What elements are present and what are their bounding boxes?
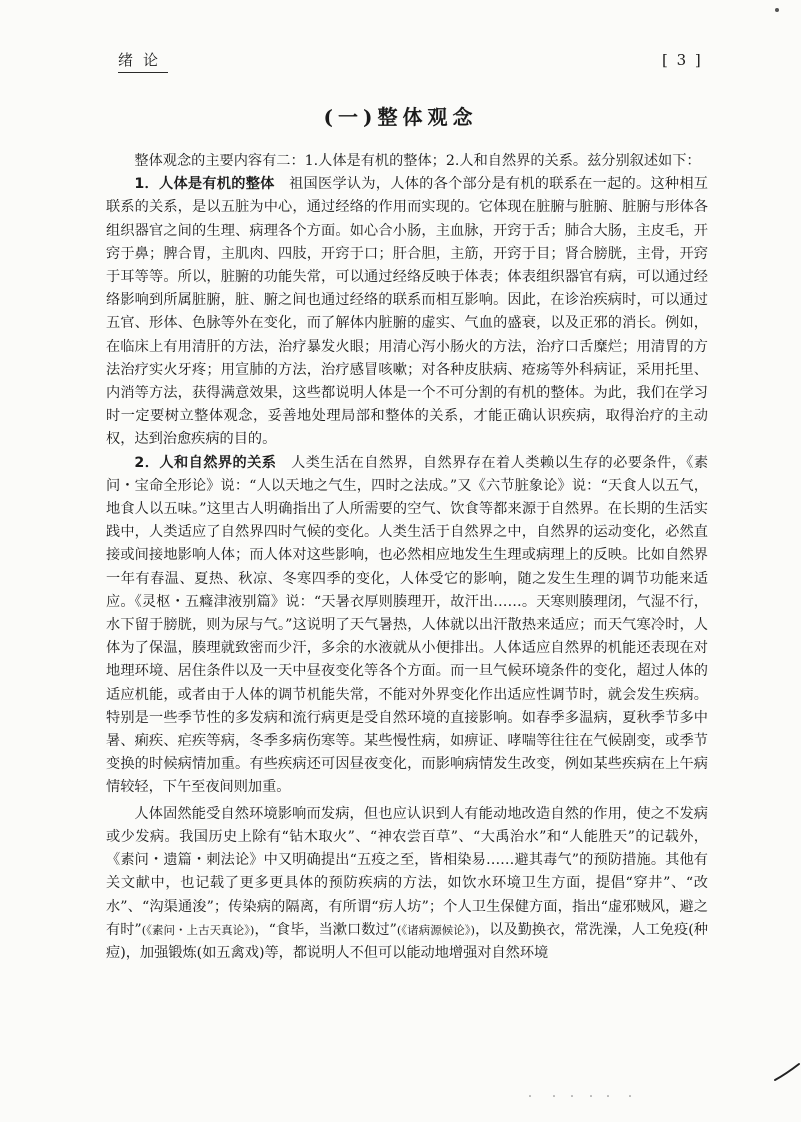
- body-text: [106, 150, 708, 965]
- paragraph-text: 人体固然能受自然环境影响而发病，但也应认识到人有能动地改造自然的作用，使之不发病或少发病。我国历史上除有“钻木取火”、“神农尝百草”、“大禹治水”和“人能胜天”的记载外，《素问・遗篇・刺法论》中又明确提出“五疫之至，皆相染易……避其毒气”的预防措施。其他有关文献中，也记载了更多更具体的预防疾病的方法，如饮水环境卫生方面，提倡“穿井”、“改水”、“沟渠通浚”；传染病的隔离，有所谓“疠人坊”；个人卫生保健方面，指出“虚邪贼风，避之有时”: [106, 805, 708, 938]
- paragraph-prevention: [106, 803, 708, 965]
- paragraph-text: ，“食毕，当漱口数过”: [254, 921, 397, 938]
- intro-paragraph: [106, 150, 708, 173]
- pen-mark: [772, 1060, 801, 1082]
- intro-text: 整体观念的主要内容有二：1.人体是有机的整体；2.人和自然界的关系。兹分别叙述如下：: [134, 153, 701, 169]
- paragraph-text: 祖国医学认为，人体的各个部分是有机的联系在一起的。这种相互联系的关系，是以五脏为中心，通过经络的作用而实现的。它体现在脏腑与脏腑、脏腑与形体各组织器官之间的生理、病理各个方面。如心合小肠，主血脉，开窍于舌；肺合大肠，主皮毛，开窍于鼻；脾合胃，主肌肉、四肢，开窍于口；肝合胆，主筋，开窍于目；肾合膀胱，主骨，开窍于耳等等。所以，脏腑的功能失常，可以通过经络反映于体表；体表组织器官有病，可以通过经络影响到所属脏腑，脏、腑之间也通过经络的联系而相互影响。因此，在诊治疾病时，可以通过五官、形体、色脉等外在变化，而了解体内脏腑的虚实、气血的盛衰，以及正邪的消长。例如，在临床上有用清肝的方法，治疗暴发火眼；用清心泻小肠火的方法，治疗口舌糜烂；用清胃的方法治疗实火牙疼；用宣肺的方法，治疗感冒咳嗽；对各种皮肤病、疮疡等外科病证，采用托里、内消等方法，获得满意效果，这些都说明人体是一个不可分割的有机的整体。为此，我们在学习时一定要树立整体观念，妥善地处理局部和整体的关系，才能正确认识疾病，取得治疗的主动权，达到治愈疾病的目的。: [106, 176, 708, 448]
- page-number: [ 3 ]: [662, 51, 703, 69]
- paragraph-human-nature: [106, 452, 708, 800]
- citation: (《诸病源候论》): [396, 922, 476, 937]
- page-header: [0, 50, 801, 76]
- corner-speck: [773, 6, 781, 14]
- paragraph-organic-whole: [106, 173, 708, 451]
- running-head: 绪论: [118, 50, 168, 73]
- scan-dots: [520, 1093, 640, 1099]
- citation: (《素问・上古天真论》): [141, 922, 255, 937]
- section-title: (一)整体观念: [323, 105, 478, 129]
- subheading-human-nature: 2．人和自然界的关系: [134, 454, 277, 471]
- paragraph-text: ，以及勤换衣，常洗澡，人工免疫(种痘)，加强锻炼(如五禽戏)等，都说明人不但可以能动地增强对自然环境: [106, 921, 708, 961]
- subheading-organic-whole: 1．人体是有机的整体: [134, 176, 275, 193]
- paragraph-text: 人类生活在自然界，自然界存在着人类赖以生存的必要条件，《素问・宝命全形论》说：“人以天地之气生，四时之法成。”又《六节脏象论》说：“天食人以五气，地食人以五味。”这里古人明确指出了人所需要的空气、饮食等都来源于自然界。在长期的生活实践中，人类适应了自然界四时气候的变化。人类生活于自然界之中，自然界的运动变化，必然直接或间接地影响人体；而人体对这些影响，也必然相应地发生生理或病理上的反映。比如自然界一年有春温、夏热、秋凉、冬寒四季的变化，人体受它的影响，随之发生生理的调节功能来适应。《灵枢・五癃津液别篇》说：“天暑衣厚则腠理开，故汗出……。天寒则腠理闭，气湿不行，水下留于膀胱，则为尿与气。”这说明了天气暑热，人体就以出汗散热来适应；而天气寒冷时，人体为了保温，腠理就致密而少汗，多余的水液就从小便排出。人体适应自然界的机能还表现在对地理环境、居住条件以及一天中昼夜变化等各个方面。而一旦气候环境条件的变化，超过人体的适应机能，或者由于人体的调节机能失常，不能对外界变化作出适应性调节时，就会发生疾病。特别是一些季节性的多发病和流行病更是受自然环境的直接影响。如春季多温病，夏秋季节多中暑、痢疾、疟疾等病，冬季多病伤寒等。某些慢性病，如痹证、哮喘等往往在气候剧变，或季节变换的时候病情加重。有些疾病还可因昼夜变化，而影响病情发生改变，例如某些疾病在上午病情较轻，下午至夜间则加重。: [106, 454, 709, 796]
